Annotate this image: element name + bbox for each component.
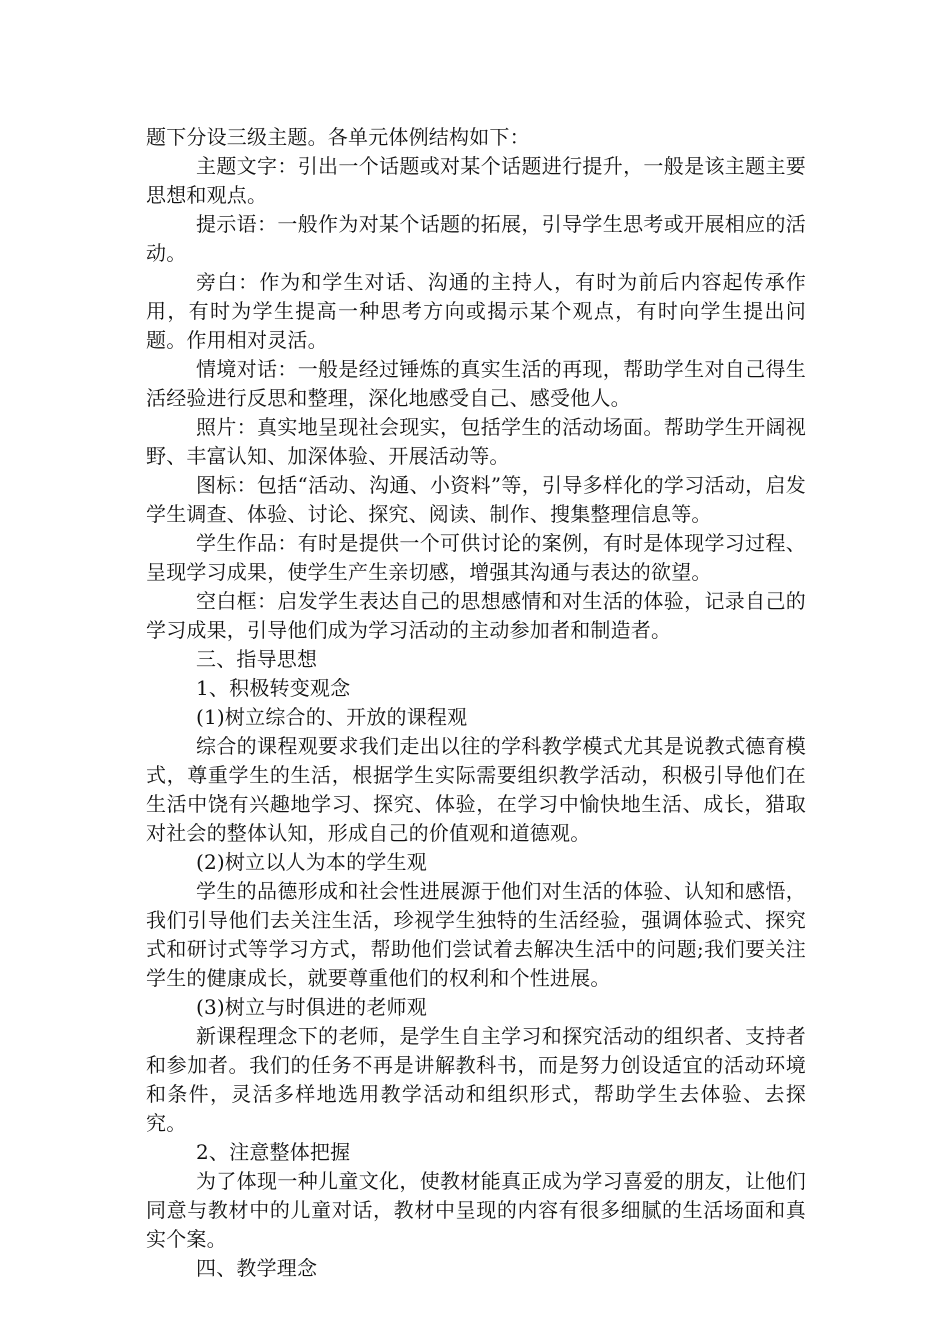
item-heading: (3)树立与时俱进的老师观 xyxy=(196,995,427,1019)
paragraph: 综合的课程观要求我们走出以往的学科教学模式尤其是说教式德育模式，尊重学生的生活，根据学生实际需要组织教学活动，积极引导他们在生活中饶有兴趣地学习、探究、体验，在学习中愉快地生活、成长，猎取对社会的整体认知，形成自己的价值观和道德观。 xyxy=(146,734,806,845)
item-heading: (2)树立以人为本的学生观 xyxy=(196,850,427,874)
paragraph: 新课程理念下的老师，是学生自主学习和探究活动的组织者、支持者和参加者。我们的任务不再是讲解教科书，而是努力创设适宜的活动环境和条件，灵活多样地选用教学活动和组织形式，帮助学生去体验、去探究。 xyxy=(146,1024,806,1135)
subsection-heading: 1、积极转变观念 xyxy=(196,676,351,700)
document-body xyxy=(146,123,806,1283)
paragraph: 图标：包括“活动、沟通、小资料”等，引导多样化的学习活动，启发学生调查、体验、讨论、探究、阅读、制作、搜集整理信息等。 xyxy=(146,473,806,526)
subsection-heading: 2、注意整体把握 xyxy=(196,1140,351,1164)
paragraph: 学生的品德形成和社会性进展源于他们对生活的体验、认知和感悟，我们引导他们去关注生活，珍视学生独特的生活经验，强调体验式、探究式和研讨式等学习方式，帮助他们尝试着去解决生活中的问题;我们要关注学生的健康成长，就要尊重他们的权利和个性进展。 xyxy=(146,879,806,990)
paragraph: 题下分设三级主题。各单元体例结构如下： xyxy=(146,125,530,149)
paragraph: 照片：真实地呈现社会现实，包括学生的活动场面。帮助学生开阔视野、丰富认知、加深体验、开展活动等。 xyxy=(146,415,806,468)
section-heading: 三、指导思想 xyxy=(196,647,318,671)
paragraph: 主题文字：引出一个话题或对某个话题进行提升，一般是该主题主要思想和观点。 xyxy=(146,154,806,207)
paragraph: 旁白：作为和学生对话、沟通的主持人，有时为前后内容起传承作用，有时为学生提高一种思考方向或揭示某个观点，有时向学生提出问题。作用相对灵活。 xyxy=(146,270,806,352)
paragraph: 空白框：启发学生表达自己的思想感情和对生活的体验，记录自己的学习成果，引导他们成为学习活动的主动参加者和制造者。 xyxy=(146,589,806,642)
paragraph: 学生作品：有时是提供一个可供讨论的案例，有时是体现学习过程、呈现学习成果，使学生产生亲切感，增强其沟通与表达的欲望。 xyxy=(146,531,806,584)
section-heading: 四、教学理念 xyxy=(196,1256,318,1280)
item-heading: (1)树立综合的、开放的课程观 xyxy=(196,705,468,729)
paragraph: 提示语：一般作为对某个话题的拓展，引导学生思考或开展相应的活动。 xyxy=(146,212,806,265)
paragraph: 为了体现一种儿童文化，使教材能真正成为学习喜爱的朋友，让他们同意与教材中的儿童对话，教材中呈现的内容有很多细腻的生活场面和真实个案。 xyxy=(146,1169,806,1251)
paragraph: 情境对话：一般是经过锤炼的真实生活的再现，帮助学生对自己得生活经验进行反思和整理，深化地感受自己、感受他人。 xyxy=(146,357,806,410)
